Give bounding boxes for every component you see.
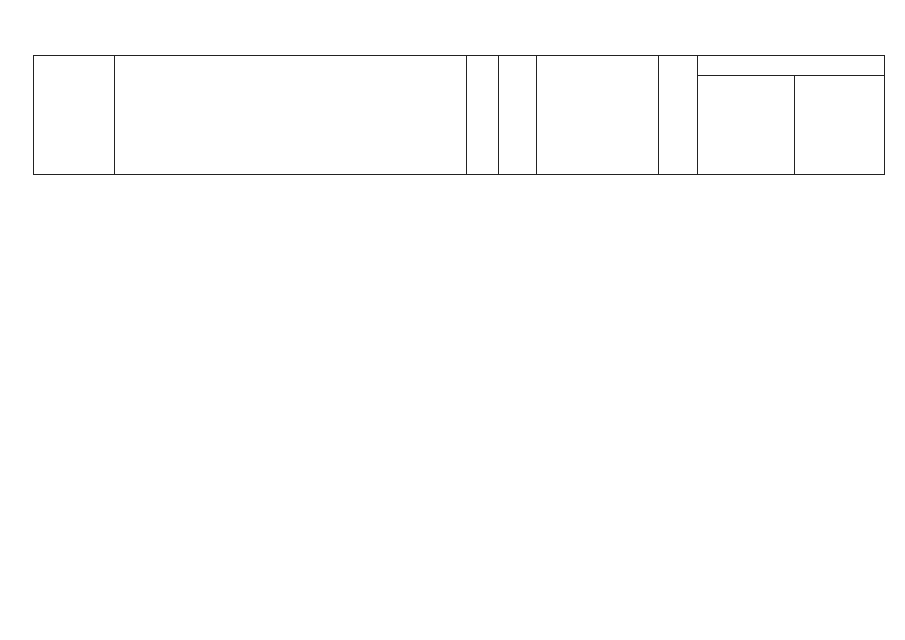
header-total: [698, 76, 795, 175]
header-code: [34, 56, 115, 175]
header-name: [115, 56, 467, 175]
header-vr: [659, 56, 698, 175]
header-sum: [698, 56, 885, 76]
header-rz: [467, 56, 499, 175]
header-grants: [795, 76, 885, 175]
header-pr: [499, 56, 537, 175]
table-header: [33, 55, 885, 175]
header-csr: [537, 56, 659, 175]
